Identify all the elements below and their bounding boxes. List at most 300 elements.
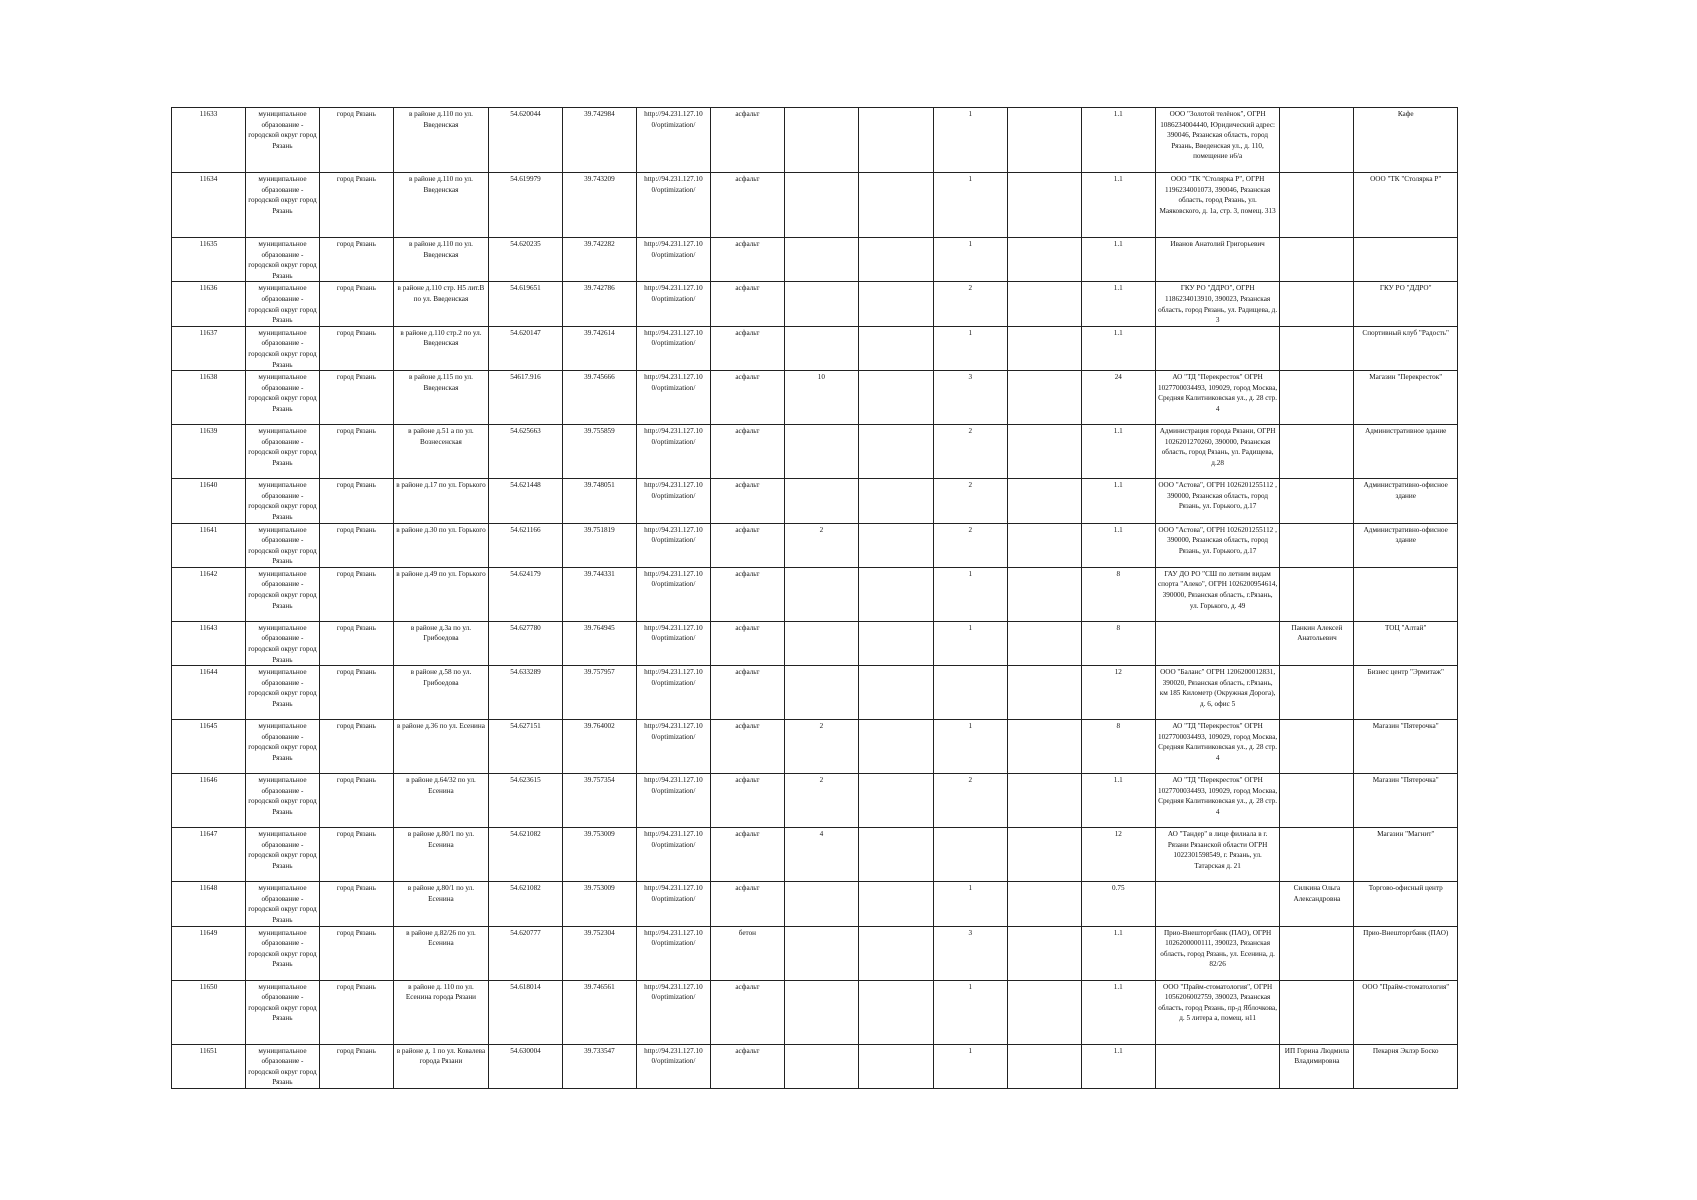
cell-col10 bbox=[858, 882, 933, 926]
cell-col13: 1.1 bbox=[1081, 282, 1155, 326]
table-row bbox=[172, 980, 1458, 1044]
cell-col12 bbox=[1007, 828, 1081, 882]
cell-col12 bbox=[1007, 926, 1081, 980]
cell-col9 bbox=[784, 326, 858, 370]
cell-longitude: 39.755859 bbox=[562, 425, 636, 479]
cell-owner: АО "ТД "Перекресток" ОГРН 1027700034493, 109029, город Москва, Средняя Калитниковская ул., д. 28 стр. 4 bbox=[1155, 720, 1280, 774]
cell-col12 bbox=[1007, 882, 1081, 926]
cell-municipality: муниципальное образование - городской округ город Рязань bbox=[245, 567, 319, 621]
cell-city: город Рязань bbox=[319, 1044, 393, 1088]
cell-col12 bbox=[1007, 720, 1081, 774]
cell-person bbox=[1280, 666, 1354, 720]
cell-col13: 8 bbox=[1081, 621, 1155, 665]
cell-city: город Рязань bbox=[319, 567, 393, 621]
cell-person bbox=[1280, 720, 1354, 774]
cell-col12 bbox=[1007, 108, 1081, 173]
cell-municipality: муниципальное образование - городской округ город Рязань bbox=[245, 828, 319, 882]
cell-municipality: муниципальное образование - городской округ город Рязань bbox=[245, 882, 319, 926]
cell-municipality: муниципальное образование - городской округ город Рязань bbox=[245, 238, 319, 282]
cell-link: http://94.231.127.10 0/optimization/ bbox=[636, 882, 710, 926]
cell-address: в районе д.110 по ул. Введенская bbox=[393, 108, 488, 173]
cell-latitude: 54.618014 bbox=[489, 980, 563, 1044]
cell-address: в районе д.30 по ул. Горького bbox=[393, 523, 488, 567]
cell-link: http://94.231.127.10 0/optimization/ bbox=[636, 774, 710, 828]
cell-col13: 1.1 bbox=[1081, 173, 1155, 238]
table-row bbox=[172, 1044, 1458, 1088]
cell-owner: АО "ТД "Перекресток" ОГРН 1027700034493, 109029, город Москва, Средняя Калитниковская ул., д. 28 стр. 4 bbox=[1155, 371, 1280, 425]
cell-col13: 8 bbox=[1081, 567, 1155, 621]
cell-id: 11639 bbox=[172, 425, 246, 479]
cell-col9 bbox=[784, 479, 858, 523]
table-row bbox=[172, 173, 1458, 238]
cell-person bbox=[1280, 926, 1354, 980]
cell-owner bbox=[1155, 326, 1280, 370]
cell-col10 bbox=[858, 980, 933, 1044]
cell-col11: 2 bbox=[933, 282, 1007, 326]
cell-object: ТОЦ "Алтай" bbox=[1354, 621, 1458, 665]
cell-longitude: 39.764002 bbox=[562, 720, 636, 774]
cell-owner: АО "Тандер" в лице филиала в г. Рязани Рязанской области ОГРН 1022301598549, г. Рязань, ул. Татарская д. 21 bbox=[1155, 828, 1280, 882]
cell-longitude: 39.743209 bbox=[562, 173, 636, 238]
cell-id: 11645 bbox=[172, 720, 246, 774]
cell-surface: асфальт bbox=[710, 425, 784, 479]
cell-col13: 24 bbox=[1081, 371, 1155, 425]
cell-col13: 1.1 bbox=[1081, 523, 1155, 567]
cell-latitude: 54.621448 bbox=[489, 479, 563, 523]
table-row bbox=[172, 567, 1458, 621]
cell-address: в районе д. 1 по ул. Ковалева города Рязани bbox=[393, 1044, 488, 1088]
cell-col10 bbox=[858, 173, 933, 238]
cell-col11: 1 bbox=[933, 980, 1007, 1044]
cell-id: 11648 bbox=[172, 882, 246, 926]
cell-latitude: 54.619651 bbox=[489, 282, 563, 326]
cell-col12 bbox=[1007, 567, 1081, 621]
cell-col9 bbox=[784, 882, 858, 926]
cell-object: Магазин "Магнит" bbox=[1354, 828, 1458, 882]
cell-municipality: муниципальное образование - городской округ город Рязань bbox=[245, 479, 319, 523]
cell-owner: ООО "Баланс" ОГРН 1206200012831, 390020, Рязанская область, г.Рязань, км 185 Километр (Окружная Дорога), д. 6, офис 5 bbox=[1155, 666, 1280, 720]
cell-id: 11644 bbox=[172, 666, 246, 720]
cell-col10 bbox=[858, 425, 933, 479]
cell-person: ИП Горина Людмила Владимировна bbox=[1280, 1044, 1354, 1088]
cell-longitude: 39.742614 bbox=[562, 326, 636, 370]
cell-col9: 10 bbox=[784, 371, 858, 425]
cell-id: 11635 bbox=[172, 238, 246, 282]
cell-surface: асфальт bbox=[710, 621, 784, 665]
cell-col9 bbox=[784, 666, 858, 720]
cell-col13: 1.1 bbox=[1081, 1044, 1155, 1088]
cell-surface: асфальт bbox=[710, 173, 784, 238]
cell-object: Пекарня Эклэр Боско bbox=[1354, 1044, 1458, 1088]
cell-col11: 2 bbox=[933, 774, 1007, 828]
cell-link: http://94.231.127.10 0/optimization/ bbox=[636, 567, 710, 621]
cell-surface: асфальт bbox=[710, 238, 784, 282]
cell-object: ООО "Прайм-стоматология" bbox=[1354, 980, 1458, 1044]
cell-city: город Рязань bbox=[319, 523, 393, 567]
cell-owner: Прио-Внешторгбанк (ПАО), ОГРН 1026200000111, 390023, Рязанская область, город Рязань, ул. Есенина, д. 82/26 bbox=[1155, 926, 1280, 980]
cell-object: ГКУ РО "ДДРО" bbox=[1354, 282, 1458, 326]
cell-surface: асфальт bbox=[710, 371, 784, 425]
cell-person: Панкин Алексей Анатольевич bbox=[1280, 621, 1354, 665]
cell-municipality: муниципальное образование - городской округ город Рязань bbox=[245, 371, 319, 425]
cell-latitude: 54.620044 bbox=[489, 108, 563, 173]
cell-col13: 1.1 bbox=[1081, 774, 1155, 828]
cell-col13: 1.1 bbox=[1081, 238, 1155, 282]
cell-owner bbox=[1155, 621, 1280, 665]
cell-col13: 1.1 bbox=[1081, 108, 1155, 173]
table-row bbox=[172, 523, 1458, 567]
cell-id: 11647 bbox=[172, 828, 246, 882]
cell-latitude: 54.630004 bbox=[489, 1044, 563, 1088]
cell-col13: 1.1 bbox=[1081, 326, 1155, 370]
cell-col10 bbox=[858, 238, 933, 282]
cell-city: город Рязань bbox=[319, 774, 393, 828]
cell-surface: асфальт bbox=[710, 326, 784, 370]
cell-col9: 4 bbox=[784, 828, 858, 882]
cell-longitude: 39.742786 bbox=[562, 282, 636, 326]
cell-address: в районе д.115 по ул. Введенская bbox=[393, 371, 488, 425]
cell-surface: асфальт bbox=[710, 108, 784, 173]
cell-municipality: муниципальное образование - городской округ город Рязань bbox=[245, 926, 319, 980]
cell-municipality: муниципальное образование - городской округ город Рязань bbox=[245, 523, 319, 567]
cell-latitude: 54.623615 bbox=[489, 774, 563, 828]
cell-municipality: муниципальное образование - городской округ город Рязань bbox=[245, 425, 319, 479]
table-row bbox=[172, 326, 1458, 370]
cell-address: в районе д.3а по ул. Грибоедова bbox=[393, 621, 488, 665]
cell-surface: асфальт bbox=[710, 720, 784, 774]
cell-id: 11646 bbox=[172, 774, 246, 828]
cell-col13: 1.1 bbox=[1081, 425, 1155, 479]
cell-object bbox=[1354, 238, 1458, 282]
cell-longitude: 39.751819 bbox=[562, 523, 636, 567]
cell-longitude: 39.745666 bbox=[562, 371, 636, 425]
cell-person bbox=[1280, 282, 1354, 326]
cell-col12 bbox=[1007, 238, 1081, 282]
cell-col12 bbox=[1007, 425, 1081, 479]
cell-object: Спортивный клуб "Радость" bbox=[1354, 326, 1458, 370]
cell-col11: 1 bbox=[933, 882, 1007, 926]
cell-city: город Рязань bbox=[319, 882, 393, 926]
cell-city: город Рязань bbox=[319, 282, 393, 326]
cell-owner: Иванов Анатолий Григорьевич bbox=[1155, 238, 1280, 282]
cell-col11 bbox=[933, 828, 1007, 882]
cell-link: http://94.231.127.10 0/optimization/ bbox=[636, 621, 710, 665]
cell-col12 bbox=[1007, 774, 1081, 828]
cell-latitude: 54.627780 bbox=[489, 621, 563, 665]
table-row bbox=[172, 882, 1458, 926]
cell-longitude: 39.742282 bbox=[562, 238, 636, 282]
cell-longitude: 39.764945 bbox=[562, 621, 636, 665]
cell-col10 bbox=[858, 108, 933, 173]
cell-col10 bbox=[858, 479, 933, 523]
cell-col12 bbox=[1007, 1044, 1081, 1088]
cell-city: город Рязань bbox=[319, 425, 393, 479]
cell-object: Магазин "Пятерочка" bbox=[1354, 774, 1458, 828]
cell-col10 bbox=[858, 926, 933, 980]
cell-municipality: муниципальное образование - городской округ город Рязань bbox=[245, 720, 319, 774]
cell-latitude: 54.625663 bbox=[489, 425, 563, 479]
table-row bbox=[172, 282, 1458, 326]
cell-col11: 2 bbox=[933, 523, 1007, 567]
cell-col9 bbox=[784, 108, 858, 173]
cell-city: город Рязань bbox=[319, 173, 393, 238]
cell-col10 bbox=[858, 326, 933, 370]
cell-latitude: 54617.916 bbox=[489, 371, 563, 425]
cell-latitude: 54.620147 bbox=[489, 326, 563, 370]
cell-person bbox=[1280, 238, 1354, 282]
table-row bbox=[172, 828, 1458, 882]
cell-col12 bbox=[1007, 666, 1081, 720]
cell-link: http://94.231.127.10 0/optimization/ bbox=[636, 666, 710, 720]
cell-surface: асфальт bbox=[710, 523, 784, 567]
cell-object: Прио-Внешторгбанк (ПАО) bbox=[1354, 926, 1458, 980]
cell-latitude: 54.627151 bbox=[489, 720, 563, 774]
cell-col11: 2 bbox=[933, 479, 1007, 523]
cell-longitude: 39.746561 bbox=[562, 980, 636, 1044]
cell-person: Силкина Ольга Александровна bbox=[1280, 882, 1354, 926]
table-row bbox=[172, 720, 1458, 774]
cell-address: в районе д.36 по ул. Есенина bbox=[393, 720, 488, 774]
cell-id: 11651 bbox=[172, 1044, 246, 1088]
cell-object: Магазин "Перекресток" bbox=[1354, 371, 1458, 425]
cell-col9 bbox=[784, 980, 858, 1044]
cell-municipality: муниципальное образование - городской округ город Рязань bbox=[245, 666, 319, 720]
cell-col9 bbox=[784, 621, 858, 665]
cell-col9 bbox=[784, 238, 858, 282]
cell-surface: асфальт bbox=[710, 882, 784, 926]
cell-address: в районе д.80/1 по ул. Есенина bbox=[393, 828, 488, 882]
cell-longitude: 39.752304 bbox=[562, 926, 636, 980]
cell-col10 bbox=[858, 567, 933, 621]
cell-link: http://94.231.127.10 0/optimization/ bbox=[636, 479, 710, 523]
cell-person bbox=[1280, 828, 1354, 882]
cell-col12 bbox=[1007, 282, 1081, 326]
cell-col13: 1.1 bbox=[1081, 479, 1155, 523]
cell-longitude: 39.753009 bbox=[562, 828, 636, 882]
cell-col10 bbox=[858, 282, 933, 326]
cell-object: Административно-офисное здание bbox=[1354, 523, 1458, 567]
cell-person bbox=[1280, 371, 1354, 425]
cell-link: http://94.231.127.10 0/optimization/ bbox=[636, 828, 710, 882]
cell-col9 bbox=[784, 567, 858, 621]
cell-col12 bbox=[1007, 371, 1081, 425]
cell-person bbox=[1280, 425, 1354, 479]
cell-id: 11642 bbox=[172, 567, 246, 621]
cell-municipality: муниципальное образование - городской округ город Рязань bbox=[245, 621, 319, 665]
cell-object: Кафе bbox=[1354, 108, 1458, 173]
cell-latitude: 54.621166 bbox=[489, 523, 563, 567]
cell-id: 11633 bbox=[172, 108, 246, 173]
cell-link: http://94.231.127.10 0/optimization/ bbox=[636, 282, 710, 326]
cell-owner: ГКУ РО "ДДРО", ОГРН 1186234013910, 390023, Рязанская область, город Рязань, ул. Радищева, д. 3 bbox=[1155, 282, 1280, 326]
cell-col9: 2 bbox=[784, 774, 858, 828]
cell-owner bbox=[1155, 1044, 1280, 1088]
cell-col9: 2 bbox=[784, 523, 858, 567]
cell-link: http://94.231.127.10 0/optimization/ bbox=[636, 238, 710, 282]
cell-owner: ООО "Золотой телёнок", ОГРН 1086234004440, Юридический адрес: 390046, Рязанская область, город Рязань, Введенская ул., д. 110, помещение н6/а bbox=[1155, 108, 1280, 173]
cell-address: в районе д.82/26 по ул. Есенина bbox=[393, 926, 488, 980]
cell-address: в районе д.110 стр. Н5 лит.В по ул. Введенская bbox=[393, 282, 488, 326]
cell-longitude: 39.742984 bbox=[562, 108, 636, 173]
cell-link: http://94.231.127.10 0/optimization/ bbox=[636, 1044, 710, 1088]
cell-latitude: 54.621082 bbox=[489, 882, 563, 926]
cell-col13: 1.1 bbox=[1081, 980, 1155, 1044]
cell-id: 11641 bbox=[172, 523, 246, 567]
cell-object: Административное здание bbox=[1354, 425, 1458, 479]
cell-link: http://94.231.127.10 0/optimization/ bbox=[636, 720, 710, 774]
cell-col11: 2 bbox=[933, 425, 1007, 479]
cell-object: Торгово-офисный центр bbox=[1354, 882, 1458, 926]
cell-city: город Рязань bbox=[319, 980, 393, 1044]
cell-latitude: 54.624179 bbox=[489, 567, 563, 621]
cell-col11 bbox=[933, 666, 1007, 720]
cell-col13: 8 bbox=[1081, 720, 1155, 774]
cell-col10 bbox=[858, 720, 933, 774]
cell-col11: 1 bbox=[933, 567, 1007, 621]
cell-address: в районе д. 110 по ул. Есенина города Рязани bbox=[393, 980, 488, 1044]
table-row bbox=[172, 666, 1458, 720]
cell-col12 bbox=[1007, 173, 1081, 238]
cell-col11: 1 bbox=[933, 238, 1007, 282]
cell-id: 11650 bbox=[172, 980, 246, 1044]
cell-address: в районе д.110 по ул. Введенская bbox=[393, 173, 488, 238]
cell-id: 11637 bbox=[172, 326, 246, 370]
cell-city: город Рязань bbox=[319, 479, 393, 523]
cell-surface: бетон bbox=[710, 926, 784, 980]
cell-surface: асфальт bbox=[710, 567, 784, 621]
cell-address: в районе д.80/1 по ул. Есенина bbox=[393, 882, 488, 926]
cell-longitude: 39.757354 bbox=[562, 774, 636, 828]
cell-person bbox=[1280, 108, 1354, 173]
cell-id: 11649 bbox=[172, 926, 246, 980]
cell-person bbox=[1280, 173, 1354, 238]
cell-owner: Администрация города Рязани, ОГРН 1026201270260, 390000, Рязанская область, город Рязань, ул. Радищева, д.28 bbox=[1155, 425, 1280, 479]
cell-id: 11640 bbox=[172, 479, 246, 523]
cell-surface: асфальт bbox=[710, 282, 784, 326]
cell-link: http://94.231.127.10 0/optimization/ bbox=[636, 326, 710, 370]
cell-col10 bbox=[858, 371, 933, 425]
cell-col10 bbox=[858, 621, 933, 665]
cell-address: в районе д.51 а по ул. Вознесенская bbox=[393, 425, 488, 479]
cell-link: http://94.231.127.10 0/optimization/ bbox=[636, 926, 710, 980]
cell-col10 bbox=[858, 828, 933, 882]
table-row bbox=[172, 621, 1458, 665]
cell-municipality: муниципальное образование - городской округ город Рязань bbox=[245, 108, 319, 173]
table-row bbox=[172, 371, 1458, 425]
cell-surface: асфальт bbox=[710, 666, 784, 720]
cell-id: 11634 bbox=[172, 173, 246, 238]
cell-person bbox=[1280, 980, 1354, 1044]
cell-city: город Рязань bbox=[319, 108, 393, 173]
table-row bbox=[172, 238, 1458, 282]
cell-col11: 1 bbox=[933, 108, 1007, 173]
cell-col11: 1 bbox=[933, 621, 1007, 665]
cell-col10 bbox=[858, 1044, 933, 1088]
cell-city: город Рязань bbox=[319, 326, 393, 370]
cell-city: город Рязань bbox=[319, 371, 393, 425]
cell-object: ООО "ТК "Столярка Р" bbox=[1354, 173, 1458, 238]
cell-col11: 3 bbox=[933, 926, 1007, 980]
cell-city: город Рязань bbox=[319, 621, 393, 665]
cell-id: 11638 bbox=[172, 371, 246, 425]
cell-col9 bbox=[784, 425, 858, 479]
cell-id: 11636 bbox=[172, 282, 246, 326]
cell-col9 bbox=[784, 926, 858, 980]
cell-col9 bbox=[784, 1044, 858, 1088]
table-row bbox=[172, 425, 1458, 479]
cell-id: 11643 bbox=[172, 621, 246, 665]
cell-col12 bbox=[1007, 479, 1081, 523]
cell-longitude: 39.753009 bbox=[562, 882, 636, 926]
cell-link: http://94.231.127.10 0/optimization/ bbox=[636, 523, 710, 567]
cell-person bbox=[1280, 479, 1354, 523]
cell-address: в районе д.17 по ул. Горького bbox=[393, 479, 488, 523]
cell-col12 bbox=[1007, 621, 1081, 665]
cell-address: в районе д.110 по ул. Введенская bbox=[393, 238, 488, 282]
cell-surface: асфальт bbox=[710, 1044, 784, 1088]
cell-person bbox=[1280, 326, 1354, 370]
cell-surface: асфальт bbox=[710, 980, 784, 1044]
table-row bbox=[172, 108, 1458, 173]
cell-municipality: муниципальное образование - городской округ город Рязань bbox=[245, 173, 319, 238]
table-row bbox=[172, 926, 1458, 980]
cell-object: Магазин "Пятерочка" bbox=[1354, 720, 1458, 774]
cell-latitude: 54.633289 bbox=[489, 666, 563, 720]
cell-object: Административно-офисное здание bbox=[1354, 479, 1458, 523]
cell-longitude: 39.733547 bbox=[562, 1044, 636, 1088]
cell-municipality: муниципальное образование - городской округ город Рязань bbox=[245, 326, 319, 370]
cell-col9 bbox=[784, 282, 858, 326]
cell-col10 bbox=[858, 774, 933, 828]
records-table bbox=[171, 107, 1458, 1089]
cell-link: http://94.231.127.10 0/optimization/ bbox=[636, 173, 710, 238]
cell-link: http://94.231.127.10 0/optimization/ bbox=[636, 371, 710, 425]
cell-longitude: 39.757957 bbox=[562, 666, 636, 720]
cell-latitude: 54.620235 bbox=[489, 238, 563, 282]
cell-owner: ООО "Астова", ОГРН 1026201255112 , 390000, Рязанская область, город Рязань, ул. Горького, д.17 bbox=[1155, 479, 1280, 523]
cell-owner: АО "ТД "Перекресток" ОГРН 1027700034493, 109029, город Москва, Средняя Калитниковская ул., д. 28 стр. 4 bbox=[1155, 774, 1280, 828]
cell-col9: 2 bbox=[784, 720, 858, 774]
cell-owner: ГАУ ДО РО "СШ по летним видам спорта "Алеко", ОГРН 1026200954614, 390000, Рязанская область, г.Рязань, ул. Горького, д. 49 bbox=[1155, 567, 1280, 621]
cell-col9 bbox=[784, 173, 858, 238]
cell-municipality: муниципальное образование - городской округ город Рязань bbox=[245, 980, 319, 1044]
cell-address: в районе д.110 стр.2 по ул. Введенская bbox=[393, 326, 488, 370]
cell-longitude: 39.748051 bbox=[562, 479, 636, 523]
cell-municipality: муниципальное образование - городской округ город Рязань bbox=[245, 774, 319, 828]
cell-link: http://94.231.127.10 0/optimization/ bbox=[636, 980, 710, 1044]
cell-person bbox=[1280, 523, 1354, 567]
cell-link: http://94.231.127.10 0/optimization/ bbox=[636, 425, 710, 479]
cell-col12 bbox=[1007, 523, 1081, 567]
cell-col13: 0.75 bbox=[1081, 882, 1155, 926]
cell-col12 bbox=[1007, 326, 1081, 370]
cell-col13: 1.1 bbox=[1081, 926, 1155, 980]
cell-latitude: 54.621082 bbox=[489, 828, 563, 882]
cell-municipality: муниципальное образование - городской округ город Рязань bbox=[245, 282, 319, 326]
cell-col11: 1 bbox=[933, 326, 1007, 370]
cell-owner: ООО "Астова", ОГРН 1026201255112 , 390000, Рязанская область, город Рязань, ул. Горького, д.17 bbox=[1155, 523, 1280, 567]
cell-city: город Рязань bbox=[319, 720, 393, 774]
cell-person bbox=[1280, 774, 1354, 828]
cell-city: город Рязань bbox=[319, 926, 393, 980]
cell-link: http://94.231.127.10 0/optimization/ bbox=[636, 108, 710, 173]
table-row bbox=[172, 479, 1458, 523]
cell-object bbox=[1354, 567, 1458, 621]
cell-address: в районе д.58 по ул. Грибоедова bbox=[393, 666, 488, 720]
cell-col10 bbox=[858, 523, 933, 567]
cell-municipality: муниципальное образование - городской округ город Рязань bbox=[245, 1044, 319, 1088]
cell-object: Бизнес центр "Эрмитаж" bbox=[1354, 666, 1458, 720]
